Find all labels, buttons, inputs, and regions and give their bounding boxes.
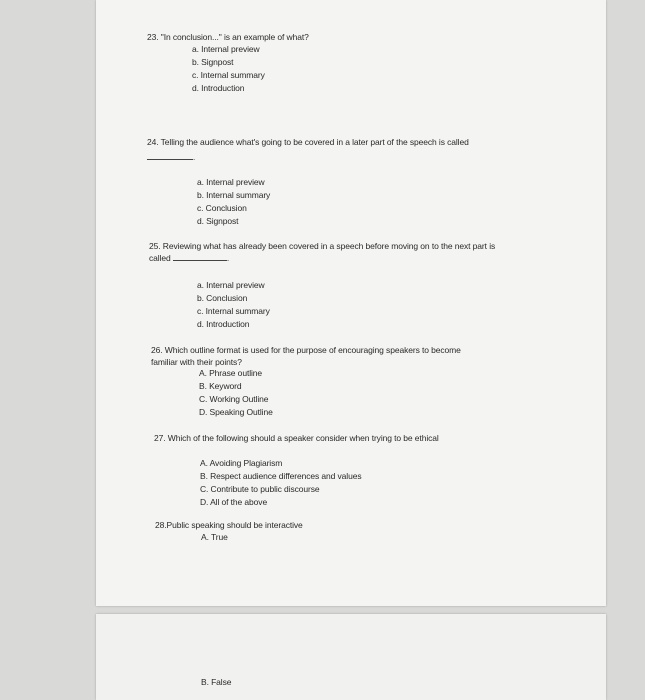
option: a. Internal preview [197,177,265,187]
question-25 [149,240,495,264]
question-26-options [199,367,273,419]
answer-blank [173,259,227,261]
option: C. Working Outline [199,394,269,404]
option: a. Internal preview [197,280,265,290]
option: a. Internal preview [192,44,260,54]
question-25-options [197,279,270,331]
question-23-options [192,43,265,95]
document-page-continued [96,614,606,700]
question-28-option-b: B. False [201,677,232,687]
option: A. Avoiding Plagiarism [200,458,283,468]
option: b. Signpost [192,57,234,67]
option: d. Introduction [192,83,245,93]
option: D. Speaking Outline [199,407,273,417]
option: d. Introduction [197,319,250,329]
option: b. Internal summary [197,190,271,200]
option: A. Phrase outline [199,368,263,378]
question-23: 23. "In conclusion..." is an example of what? [147,32,309,42]
question-25-line1: 25. Reviewing what has already been covered in a speech before moving on to the next part is [149,241,496,251]
question-26-line1: 26. Which outline format is used for the purpose of encouraging speakers to become [151,345,461,355]
option: d. Signpost [197,216,239,226]
question-28: 28.Public speaking should be interactive [155,520,303,530]
question-26 [151,344,461,368]
option: c. Internal summary [192,70,265,80]
question-27-options [200,457,362,509]
option: C. Contribute to public discourse [200,484,320,494]
option: c. Conclusion [197,203,247,213]
option: B. Keyword [199,381,242,391]
blank-period: . [193,153,196,162]
question-24: 24. Telling the audience what's going to be covered in a later part of the speech is called [147,137,469,147]
option: b. Conclusion [197,293,248,303]
option: c. Internal summary [197,306,270,316]
answer-blank [147,159,193,160]
option: D. All of the above [200,497,268,507]
question-24-options [197,176,270,228]
question-26-line2: familiar with their points? [151,357,242,367]
question-27: 27. Which of the following should a speaker consider when trying to be ethical [154,433,439,443]
question-28-option-a: A. True [201,532,228,542]
document-page [96,0,606,606]
question-25-line2: called . [149,253,230,263]
option: B. Respect audience differences and values [200,471,362,481]
